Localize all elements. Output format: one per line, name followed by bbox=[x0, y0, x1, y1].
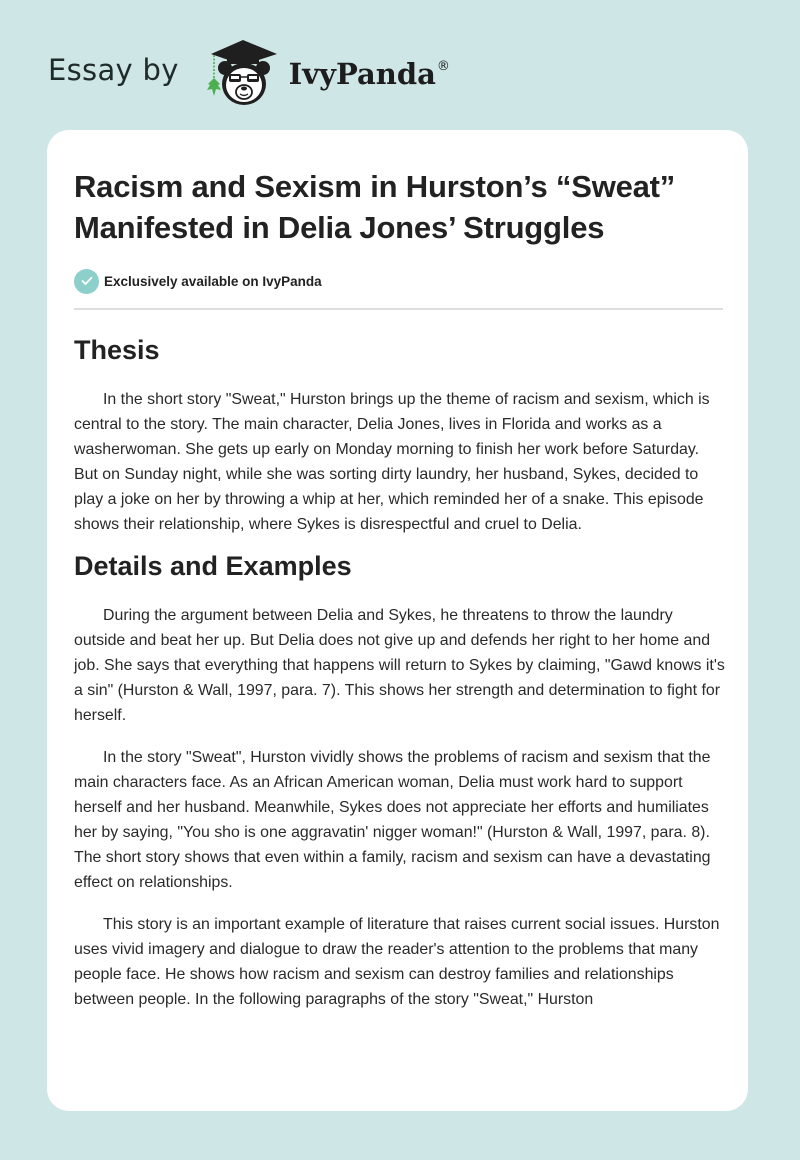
brand-name bbox=[289, 57, 450, 91]
title-divider bbox=[74, 308, 723, 310]
section-heading: Details and Examples bbox=[74, 551, 352, 581]
paragraph: During the argument between Delia and Sykes, he threatens to throw the laundry outside and beat her up. But Delia does not give up and defends her right to her home and job. She says that everything that happens will return to Sykes by claiming, "Gawd knows it's a sin" (Hurston & Wall, 1997, para. 7). This shows her strength and determination to fight for herself. bbox=[74, 607, 725, 724]
paragraph: This story is an important example of literature that raises current social issues. Hurston uses vivid imagery and dialogue to draw the reader's attention to the problems that many people face. He shows how racism and sexism can destroy families and relationships between people. In the following paragraphs of the story "Sweat," Hurston bbox=[74, 916, 720, 1008]
paragraph: In the story "Sweat", Hurston vividly shows the problems of racism and sexism that the main characters face. As an African American woman, Delia must work hard to support herself and her husband. Meanwhile, Sykes does not appreciate her efforts and humiliates her by saying, "You sho is one aggravatin' nigger woman!" (Hurston & Wall, 1997, para. 8). The short story shows that even within a family, racism and sexism can have a devastating effect on relationships. bbox=[74, 749, 711, 891]
section-details-and-examples bbox=[74, 549, 723, 1012]
registered-mark: ® bbox=[436, 59, 450, 74]
essay-card bbox=[47, 130, 748, 1111]
check-circle-icon bbox=[74, 269, 99, 294]
panda-graduation-cap-icon bbox=[197, 34, 285, 110]
section-thesis bbox=[74, 333, 723, 537]
exclusive-badge bbox=[74, 268, 723, 294]
essay-content bbox=[74, 166, 723, 1012]
paragraph: In the short story "Sweat," Hurston brings up the theme of racism and sexism, which is central to the story. The main character, Delia Jones, lives in Florida and works as a washerwoman. She gets up early on Monday morning to finish her work before Saturday. But on Sunday night, while she was sorting dirty laundry, her husband, Sykes, decided to play a joke on her by throwing a whip at her, which reminded her of a snake. This episode shows their relationship, where Sykes is disrespectful and cruel to Delia. bbox=[74, 391, 710, 533]
exclusive-label: Exclusively available on IvyPanda bbox=[104, 273, 322, 289]
brand-name-text: IvyPanda bbox=[288, 57, 436, 91]
section-heading: Thesis bbox=[74, 335, 160, 365]
essay-title: Racism and Sexism in Hurston’s “Sweat” Manifested in Delia Jones’ Struggles bbox=[74, 169, 676, 245]
brand-prefix: Essay by bbox=[48, 53, 179, 87]
brand-header bbox=[48, 34, 450, 110]
